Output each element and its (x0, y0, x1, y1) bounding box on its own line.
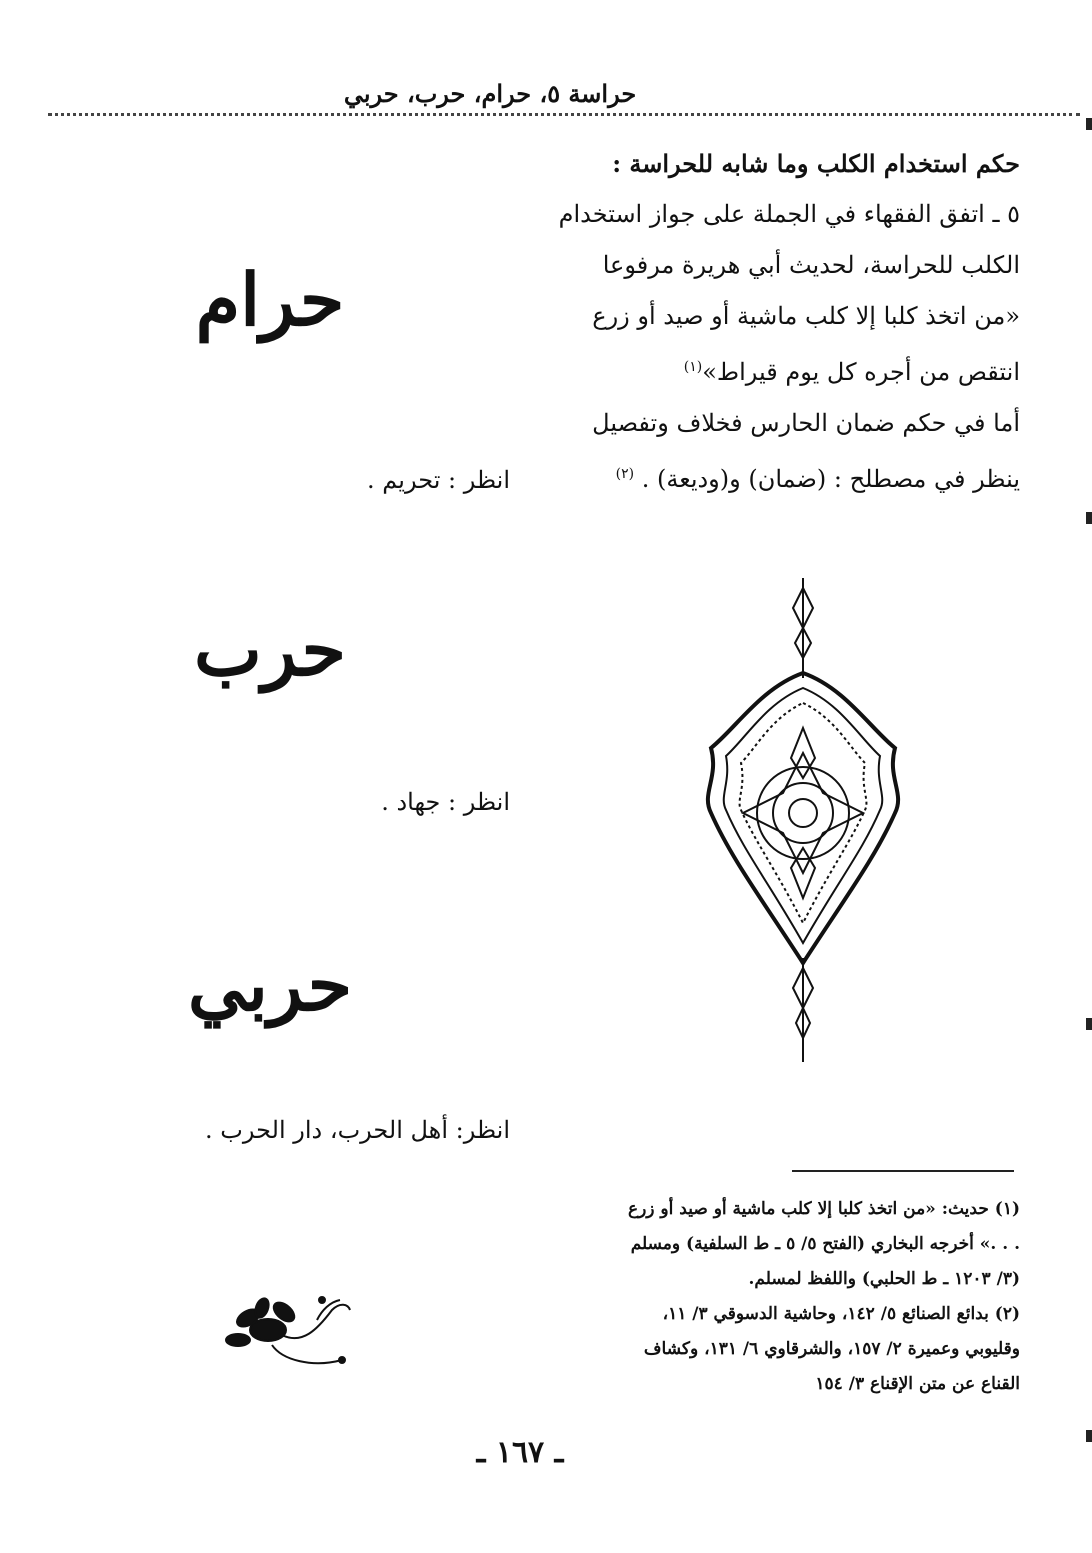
paragraph-1-line-4-text: انتقص من أجره كل يوم قيراط» (702, 358, 1020, 386)
entry-term-harb: حرب (193, 607, 346, 692)
paragraph-1-line-4 (548, 342, 1020, 398)
entry-see-also-harbi: انظر: أهل الحرب، دار الحرب . (205, 1116, 510, 1144)
paragraph-2-line-2-text: ينظر في مصطلح : (ضمان) و(وديعة) . (641, 465, 1020, 493)
entry-see-also-harb: انظر : جهاد . (381, 788, 510, 816)
floral-ornament-icon (222, 1290, 354, 1372)
edge-mark (1086, 1430, 1092, 1442)
page-number: ـ ١٦٧ ـ (476, 1435, 564, 1470)
paragraph-2-line-1: أما في حكم ضمان الحارس فخلاف وتفصيل (592, 409, 1020, 437)
running-header: حراسة ٥، حرام، حرب، حربي (343, 79, 637, 108)
paragraph-2-line-2 (548, 449, 1020, 505)
footnote-1-line-3: (٣/ ١٢٠٣ ـ ط الحلبي) واللفظ لمسلم. (748, 1269, 1020, 1289)
footnote-2-line-2: وقليوبي وعميرة ٢/ ١٥٧، والشرقاوي ٦/ ١٣١، وكشاف (643, 1339, 1020, 1359)
paragraph-1-line-2: الكلب للحراسة، لحديث أبي هريرة مرفوعا (602, 251, 1020, 279)
section-heading: حكم استخدام الكلب وما شابه للحراسة : (612, 149, 1020, 178)
footnote-2-line-3: القناع عن متن الإقناع ٣/ ١٥٤ (815, 1374, 1020, 1394)
footnote-1-line-1: (١) حديث: «من اتخذ كلبا إلا كلب ماشية أو صيد أو زرع (627, 1199, 1020, 1219)
edge-mark (1086, 1018, 1092, 1030)
footnotes-block (552, 1192, 1020, 1402)
footnote-1-line-2: . . .» أخرجه البخاري (الفتح ٥/ ٥ ـ ط السلفية) ومسلم (630, 1234, 1020, 1254)
footnote-2-line-1: (٢) بدائع الصنائع ٥/ ١٤٢، وحاشية الدسوقي ٣/ ١١، (662, 1304, 1020, 1324)
entry-see-also-haram: انظر : تحريم . (367, 466, 510, 494)
edge-mark (1086, 512, 1092, 524)
main-text-column (548, 138, 1020, 505)
entry-term-haram: حرام (195, 257, 345, 342)
footnote-ref-2[interactable]: (٢) (615, 466, 635, 482)
header-dotted-rule (48, 113, 1080, 116)
paragraph-1-line-3: «من اتخذ كلبا إلا كلب ماشية أو صيد أو زرع (592, 302, 1020, 330)
ornament-medallion-icon (695, 578, 911, 1062)
entry-term-harbi: حربي (187, 942, 353, 1027)
footnote-ref-1[interactable]: (١) (683, 359, 703, 375)
edge-mark (1086, 118, 1092, 130)
paragraph-1-line-1: ٥ ـ اتفق الفقهاء في الجملة على جواز استخدام (558, 200, 1020, 228)
footnote-separator (792, 1170, 1014, 1172)
